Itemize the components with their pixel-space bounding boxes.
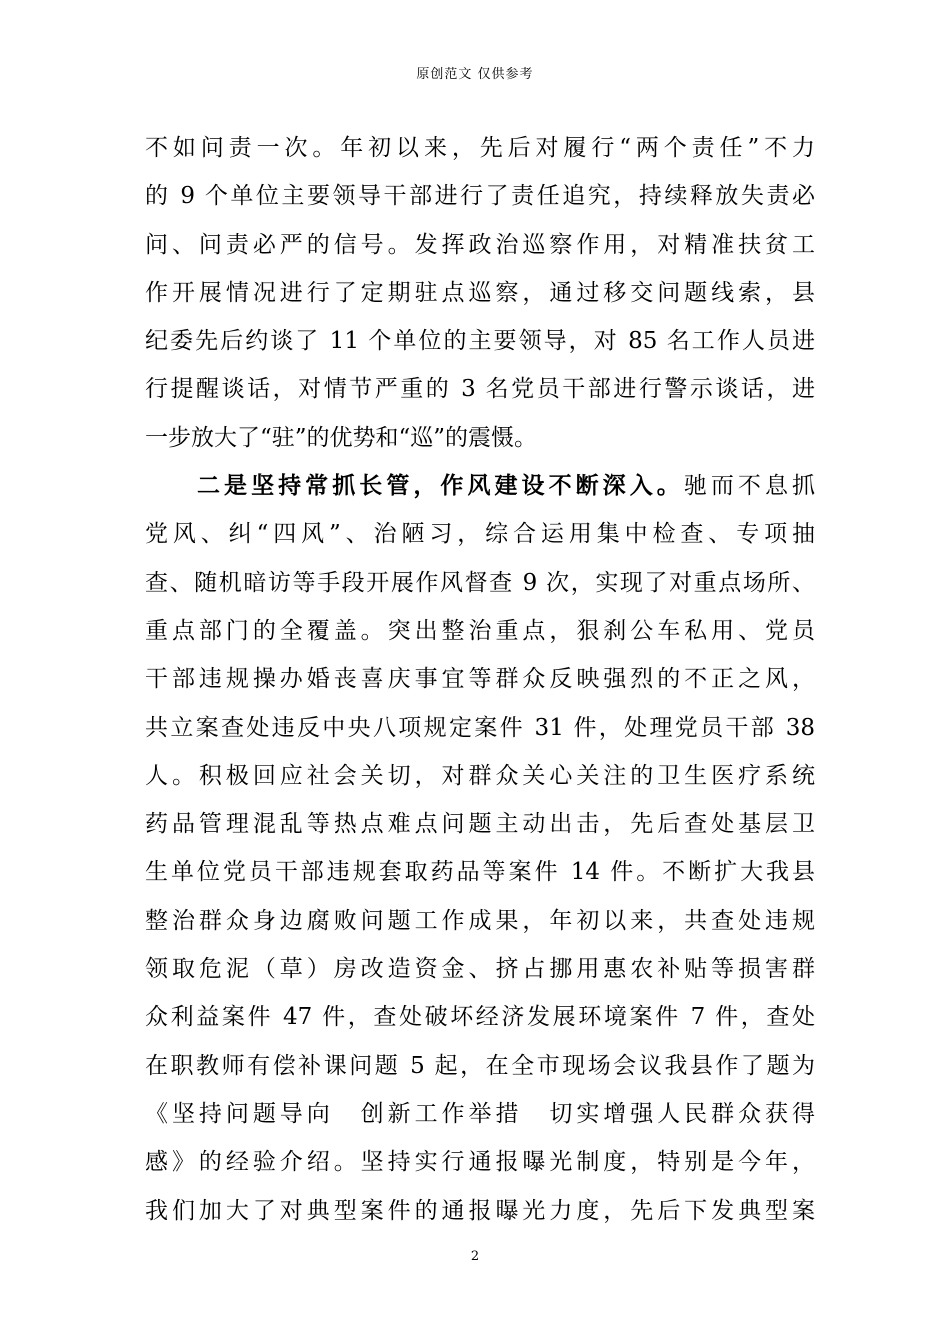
paragraph-line: 药品管理混乱等热点难点问题主动出击，先后查处基层卫 xyxy=(145,811,815,838)
paragraph-line: 一步放大了“驻”的优势和“巡”的震慑。 xyxy=(145,424,538,451)
document-body xyxy=(145,124,815,1235)
paragraph-line: 不如问责一次。年初以来，先后对履行“两个责任”不力 xyxy=(145,135,815,161)
paragraph-line: 人。积极回应社会关切，对群众关心关注的卫生医疗系统 xyxy=(145,762,815,789)
paragraph-line: 生单位党员干部违规套取药品等案件 14 件。不断扩大我县 xyxy=(145,859,815,886)
paragraph-line: 《坚持问题导向 创新工作举措 切实增强人民群众获得 xyxy=(145,1100,815,1127)
paragraph-heading: 二是坚持常抓长管，作风建设不断深入。 xyxy=(197,472,684,500)
paragraph-line: 我们加大了对典型案件的通报曝光力度，先后下发典型案 xyxy=(145,1197,815,1224)
paragraph-line: 问、问责必严的信号。发挥政治巡察作用，对精准扶贫工 xyxy=(145,231,815,258)
paragraph-heading-line xyxy=(145,462,815,510)
paragraph-line: 重点部门的全覆盖。突出整治重点，狠刹公车私用、党员 xyxy=(145,617,815,644)
paragraph-line: 在职教师有偿补课问题 5 起，在全市现场会议我县作了题为 xyxy=(145,1052,815,1079)
paragraph-line: 纪委先后约谈了 11 个单位的主要领导，对 85 名工作人员进 xyxy=(145,328,815,355)
paragraph-line: 查、随机暗访等手段开展作风督查 9 次，实现了对重点场所、 xyxy=(145,569,815,596)
paragraph-line: 感》的经验介绍。坚持实行通报曝光制度，特别是今年， xyxy=(145,1149,815,1176)
paragraph-line: 的 9 个单位主要领导干部进行了责任追究，持续释放失责必 xyxy=(145,183,815,210)
paragraph-line: 党风、纠“四风”、治陋习，综合运用集中检查、专项抽 xyxy=(145,521,815,548)
paragraph-line: 行提醒谈话，对情节严重的 3 名党员干部进行警示谈话，进 xyxy=(145,376,815,403)
paragraph-line: 共立案查处违反中央八项规定案件 31 件，处理党员干部 38 xyxy=(145,714,815,741)
paragraph-line: 干部违规操办婚丧喜庆事宜等群众反映强烈的不正之风， xyxy=(145,666,815,693)
page-number: 2 xyxy=(470,1249,480,1264)
paragraph-line: 众利益案件 47 件，查处破坏经济发展环境案件 7 件，查处 xyxy=(145,1004,815,1031)
paragraph-line: 领取危泥（草）房改造资金、挤占挪用惠农补贴等损害群 xyxy=(145,956,815,983)
paragraph-line: 作开展情况进行了定期驻点巡察，通过移交问题线索，县 xyxy=(145,279,815,306)
page-header: 原创范文 仅供参考 xyxy=(416,67,534,82)
paragraph-line: 整治群众身边腐败问题工作成果，年初以来，共查处违规 xyxy=(145,907,815,934)
paragraph-heading-rest: 驰而不息抓 xyxy=(683,473,816,500)
